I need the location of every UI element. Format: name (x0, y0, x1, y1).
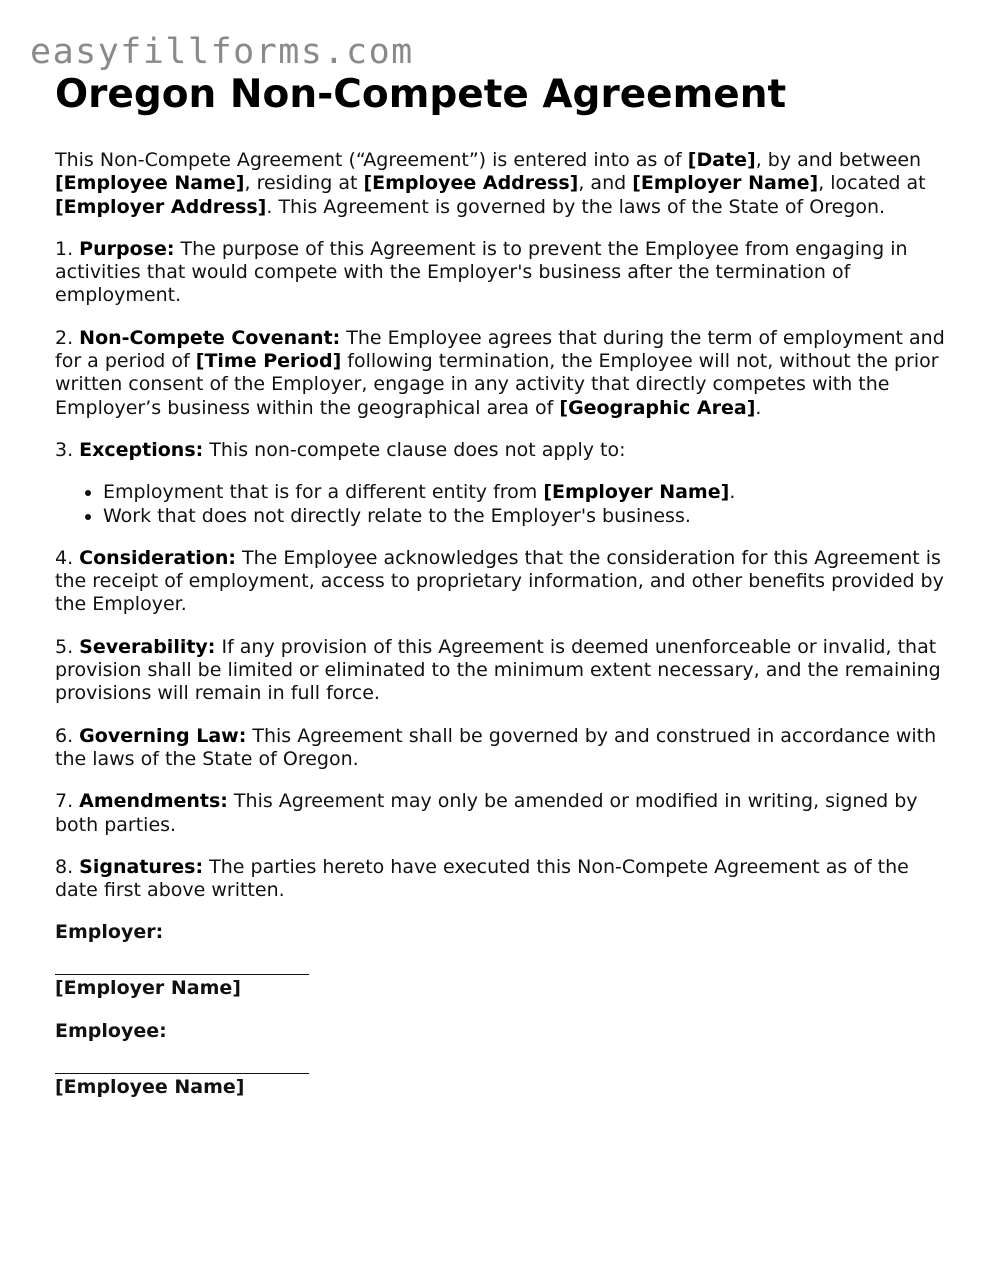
section-number: 1. (55, 237, 80, 260)
employee-name-placeholder: [Employee Name] (55, 1076, 245, 1099)
section-heading: Non-Compete Covenant: (79, 326, 341, 349)
section-heading: Exceptions: (79, 438, 204, 461)
section-signatures (55, 856, 947, 903)
section-severability (55, 636, 947, 706)
section-text: This Agreement may only be amended or modified in writing, signed by both parties. (55, 790, 918, 836)
section-heading: Purpose: (79, 237, 175, 260)
intro-text: , located at (818, 172, 926, 195)
section-exceptions (55, 439, 947, 462)
intro-paragraph (55, 149, 947, 219)
section-consideration (55, 547, 947, 617)
section-text: The Employee agrees that during the term of employment and for a period of (55, 326, 945, 373)
page-title: Oregon Non-Compete Agreement (55, 72, 787, 117)
section-heading: Governing Law: (79, 724, 247, 747)
employer-name-placeholder: [Employer Name] (632, 172, 819, 195)
employer-name-placeholder: [Employer Name] (543, 481, 730, 504)
section-heading: Consideration: (79, 546, 236, 569)
list-item (103, 505, 947, 528)
exceptions-list (55, 481, 947, 528)
employee-signature-line (55, 1073, 309, 1074)
intro-text: , by and between (755, 149, 922, 171)
intro-text: , and (578, 172, 633, 195)
time-period-placeholder: [Time Period] (195, 350, 342, 373)
section-text: This non-compete clause does not apply to: (203, 438, 626, 461)
section-number: 4. (55, 546, 80, 569)
watermark-logo: easyfillforms.com (30, 32, 414, 72)
section-heading: Signatures: (79, 855, 204, 878)
section-number: 2. (55, 326, 80, 349)
employer-address-placeholder: [Employer Address] (55, 195, 267, 218)
section-text: The purpose of this Agreement is to prevent the Employee from engaging in activities that would compete with the Employer's business after the termination of employment. (55, 237, 908, 307)
section-non-compete-covenant (55, 327, 947, 420)
section-number: 3. (55, 438, 80, 461)
section-number: 8. (55, 855, 80, 878)
section-number: 6. (55, 724, 80, 747)
employer-name-placeholder: [Employer Name] (55, 977, 241, 1000)
section-text: The parties hereto have executed this Non-Compete Agreement as of the date first above written. (55, 855, 909, 902)
section-heading: Amendments: (79, 790, 228, 813)
section-number: 7. (55, 790, 80, 813)
list-item-text: Employment that is for a different entity from (103, 481, 544, 504)
list-item-text: Work that does not directly relate to the Employer's business. (103, 504, 691, 527)
employee-signature-block (55, 1020, 947, 1099)
section-text: This Agreement shall be governed by and construed in accordance with the laws of the State of Oregon. (55, 724, 937, 770)
intro-text: . This Agreement is governed by the laws of the State of Oregon. (266, 195, 886, 218)
employee-name-placeholder: [Employee Name] (55, 172, 245, 195)
section-text: . (755, 396, 762, 419)
employer-label: Employer: (55, 921, 164, 944)
section-text: following termination, the Employee will not, without the prior written consent of the Employer, engage in any activity that directly competes with the Employer’s business within the geographical area of (55, 350, 939, 419)
list-item-text: . (729, 481, 736, 504)
intro-text: This Non-Compete Agreement (“Agreement”) is entered into as of (55, 149, 688, 171)
employer-signature-block (55, 921, 947, 1000)
section-amendments (55, 790, 947, 837)
section-heading: Severability: (79, 635, 216, 658)
section-text: If any provision of this Agreement is deemed unenforceable or invalid, that provision shall be limited or eliminated to the minimum extent necessary, and the remaining provisions will remain in full force. (55, 635, 941, 705)
section-text: The Employee acknowledges that the consideration for this Agreement is the receipt of employment, access to proprietary information, and other benefits provided by the Employer. (55, 546, 944, 616)
list-item (103, 481, 947, 504)
employer-signature-line (55, 974, 309, 975)
section-number: 5. (55, 635, 80, 658)
geographic-area-placeholder: [Geographic Area] (559, 396, 756, 419)
date-placeholder: [Date] (687, 149, 756, 171)
employee-label: Employee: (55, 1020, 167, 1043)
intro-text: , residing at (244, 172, 364, 195)
section-governing-law (55, 725, 947, 772)
employee-address-placeholder: [Employee Address] (363, 172, 579, 195)
section-purpose (55, 238, 947, 308)
document-page (55, 70, 947, 1099)
